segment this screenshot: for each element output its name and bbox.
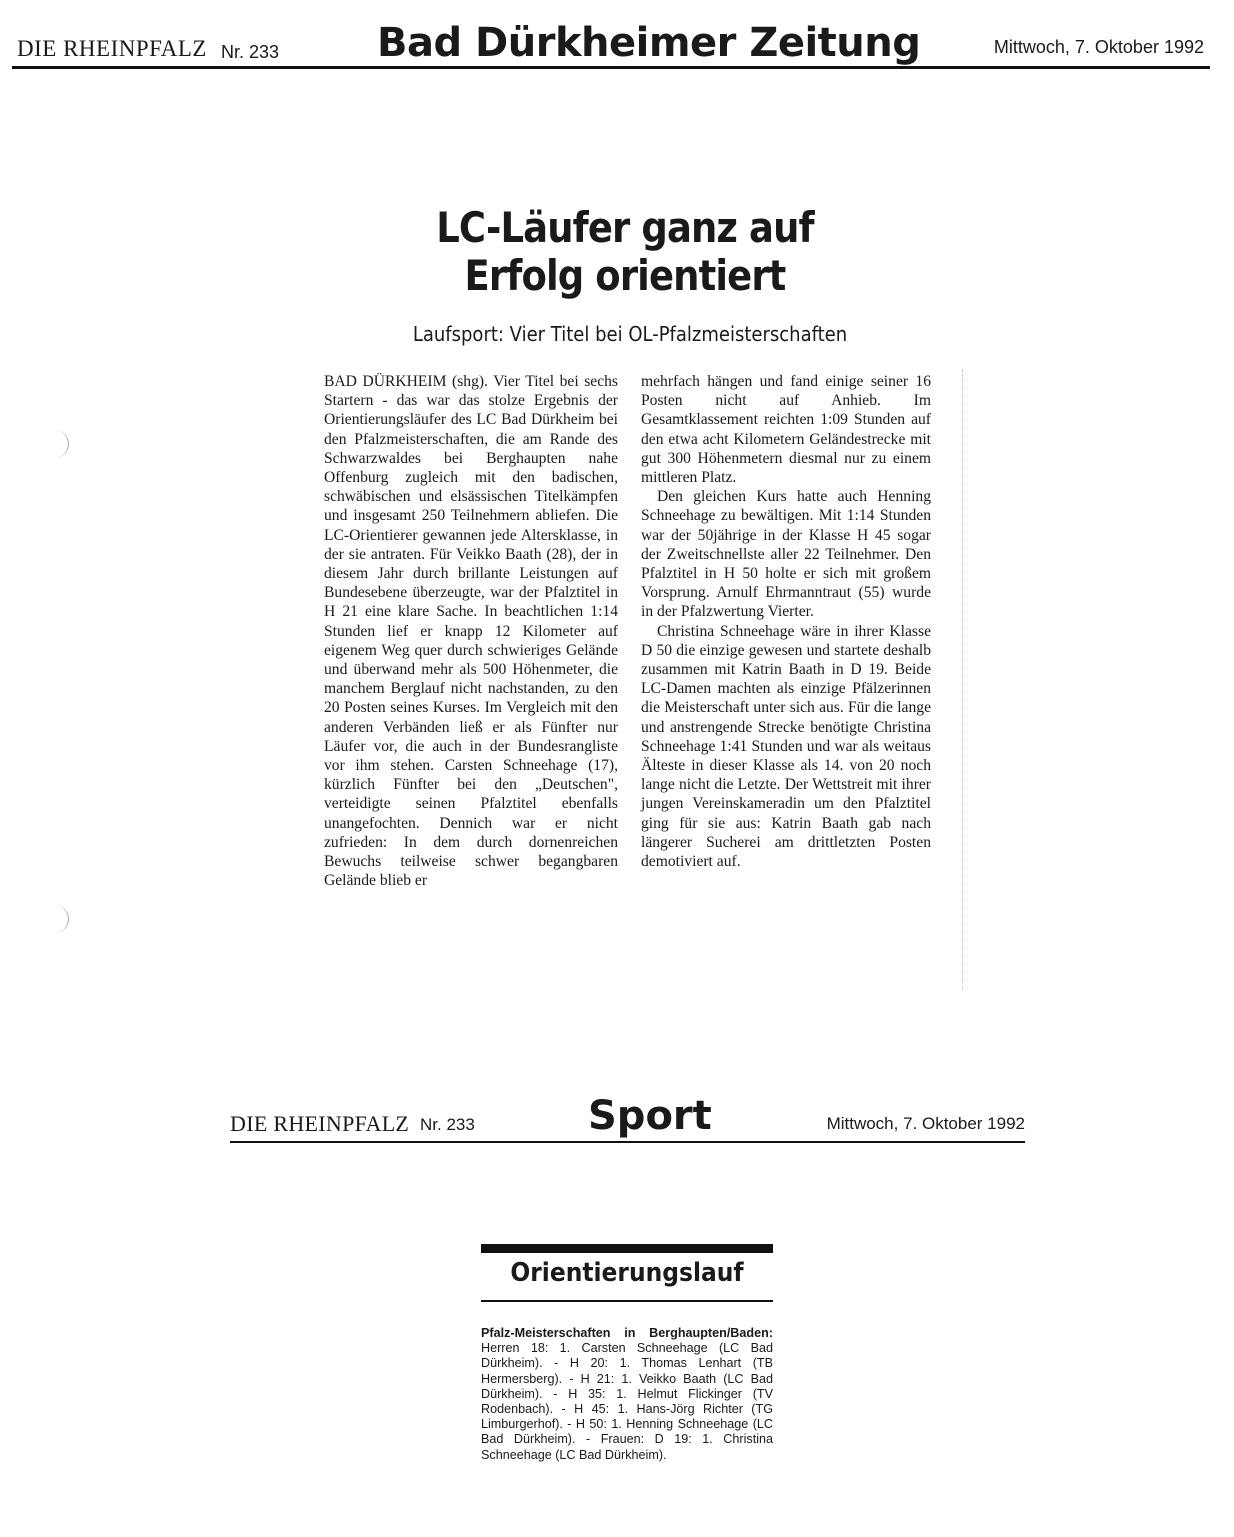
punch-hole-mark (40, 905, 69, 933)
masthead-rule (12, 66, 1210, 69)
article-paragraph: BAD DÜRKHEIM (shg). Vier Titel bei sechs Startern - das war das stolze Ergebnis der Orientierungsläufer des LC Bad Dürkheim bei den Pfalzmeisterschaften, die am Rande des Schwarzwaldes bei Berghaupten nahe Offenburg zugleich mit den badischen, schwäbischen und elsässischen Titelkämpfen und insgesamt 250 Teilnehmern abliefen. Die LC-Orientierer gewannen jede Altersklasse, in der sie antraten. Für Veikko Baath (28), der in diesem Jahr durch brillante Leistungen auf Bundesebene überzeugte, war der Pfalztitel in H 21 eine klare Sache. In beachtlichen 1:14 Stunden lief er knapp 12 Kilometer auf eigenem Weg quer durch schwieriges Gelände und überwand mehr als 500 Höhenmeter, die manchem Berglauf nicht nachstanden, zu den 20 Posten seines Kurses. Im Vergleich mit den anderen Verbänden ließ er als Fünfter nur Läufer vor, die auch in der Bundesrangliste vor ihm stehen. Carsten Schneehage (17), kürzlich Fünfter bei den „Deutschen", verteidigte seinen Pfalztitel ebenfalls unangefochten. Dennich war er nicht zufrieden: In dem durch dornenreichen Bewuchs teilweise schwer begangbaren Gelände blieb er (324, 373, 618, 890)
article-paragraph: Den gleichen Kurs hatte auch Henning Schneehage zu bewältigen. Mit 1:14 Stunden war der 50jährige in der Klasse H 45 sogar der Zweitschnellste aller 22 Teilnehmer. Den Pfalztitel in H 50 holte er sich mit großem Vorsprung. Arnulf Ehrmanntraut (55) wurde in der Pfalzwertung Vierter. (641, 488, 931, 621)
issue-date: Mittwoch, 7. Oktober 1992 (826, 1114, 1025, 1133)
headline-line-1: LC-Läufer ganz auf (436, 203, 814, 252)
section-title: Bad Dürkheimer Zeitung (377, 20, 921, 66)
article-paragraph: Christina Schneehage wäre in ihrer Klasse D 50 die einzige gewesen und startete deshalb zusammen mit Katrin Baath in D 19. Beide LC-Damen machten als einzige Pfälzerinnen die Meisterschaft unter sich aus. Für die lange und anstrengende Strecke benötigte Christina Schneehage 1:41 Stunden und war als weitaus Älteste in dieser Klasse als 14. von 20 noch lange nicht die Letzte. Der Wettstreit mit ihrer jungen Vereinskameradin um den Pfalztitel ging für sie aus: Katrin Baath gab nach längerer Sucherei am drittletzten Posten demotiviert auf. (641, 622, 931, 871)
article-column-2 (641, 372, 931, 871)
results-text (481, 1326, 773, 1463)
masthead-rule (230, 1141, 1025, 1143)
results-lead: Pfalz-Meisterschaften in Berghaupten/Baden: (481, 1326, 773, 1340)
clipping-edge (936, 370, 963, 990)
masthead-top (12, 20, 1210, 70)
issue-number: Nr. 233 (420, 1115, 475, 1134)
article-headline (339, 204, 911, 300)
issue-date: Mittwoch, 7. Oktober 1992 (993, 37, 1204, 57)
article-column-1 (324, 372, 618, 890)
issue-number: Nr. 233 (221, 42, 280, 62)
results-top-bar (481, 1244, 773, 1253)
newspaper-name: DIE RHEINPFALZ (17, 36, 207, 61)
results-heading-rule (481, 1300, 773, 1302)
newspaper-name: DIE RHEINPFALZ (230, 1111, 410, 1136)
punch-hole-mark (40, 430, 69, 458)
article-paragraph: mehrfach hängen und fand einige seiner 16 Posten nicht auf Anhieb. Im Gesamtklassement reichten 1:09 Stunden auf den etwa acht Kilometern Geländestrecke mit gut 300 Höhenmetern diesmal nur zu einem mittleren Platz. (641, 373, 931, 487)
results-body: Herren 18: 1. Carsten Schneehage (LC Bad Dürkheim). - H 20: 1. Thomas Lenhart (TB Hermersberg). - H 21: 1. Veikko Baath (LC Bad Dürkheim). - H 35: 1. Helmut Flickinger (TV Rodenbach). - H 45: 1. Hans-Jörg Richter (TG Limburgerhof). - H 50: 1. Henning Schneehage (LC Bad Dürkheim). - Frauen: D 19: 1. Christina Schneehage (LC Bad Dürkheim). (481, 1341, 773, 1462)
article-subheadline: Laufsport: Vier Titel bei OL-Pfalzmeisterschaften (412, 322, 848, 346)
masthead-sport (230, 1093, 1025, 1143)
results-heading: Orientierungslauf (510, 1258, 744, 1288)
headline-line-2: Erfolg orientiert (464, 251, 786, 300)
section-title: Sport (588, 1093, 712, 1139)
